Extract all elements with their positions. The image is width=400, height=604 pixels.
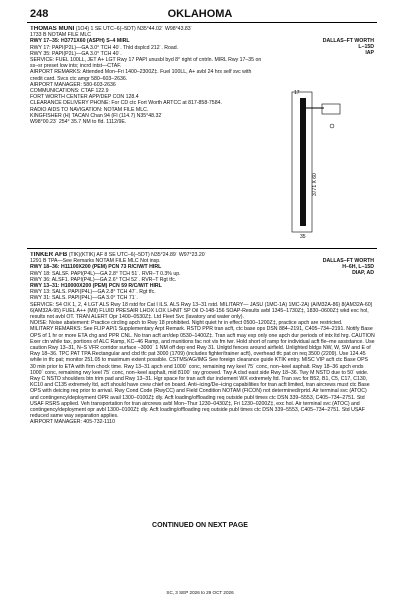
tinker-rwy-36: RWY 36: ALSF1. PAPI(P4L)—GA 2.6° TCH 52´. RVR–T Rgt tfc.	[30, 276, 177, 283]
tinker-ident-coords: (TIK)(KTIK) AF 8 SE UTC–6(–5DT) N35°24.89´ W97°23.20´	[68, 252, 207, 258]
tinker-rwy-13: RWY 13: SALS. PAPI(P4L)—GA 2.8° TCH 47´. Rgt tfc.	[30, 289, 156, 296]
thomas-airport-name: THOMAS MUNI	[30, 26, 75, 32]
page-number: 248	[30, 8, 49, 20]
thomas-radio-aids: RADIO AIDS TO NAVIGATION: NOTAM FILE MLC.	[30, 106, 149, 113]
thomas-elev-notam: 1733 B NOTAM FILE MLC	[30, 32, 92, 39]
thomas-app-dep: FORT WORTH CENTER APP/DEP CON 128.4	[30, 94, 139, 101]
diagram-beacon-icon	[330, 124, 334, 128]
diagram-runway-17-35	[300, 98, 306, 226]
thomas-clearance: CLEARANCE DELIVERY PHONE: For CD ctc Fort Worth ARTCC at 817-858-7584.	[30, 100, 222, 107]
thomas-comm: COMMUNICATIONS: CTAF 122.9	[30, 88, 109, 95]
thomas-rwy-17-35: RWY 17–35: H3771X60 (ASPH) S–4 MIRL	[30, 38, 130, 45]
tinker-manager: AIRPORT MANAGER: 405-732-1110	[30, 419, 115, 426]
continued-notice: CONTINUED ON NEXT PAGE	[152, 522, 248, 529]
state-title: OKLAHOMA	[167, 8, 233, 20]
tinker-region: DALLAS–FT WORTH	[322, 258, 374, 264]
diagram-end-17: 17	[294, 90, 300, 96]
tinker-service: SERVICE: S4 OX 1, 2, 4 LGT ALS Rwy 18 rstd for Cat I ILS. ALS Rwy 13–31 rstd. MILITARY— JASU (1MC-1A) 1MC-2A) (A/M32A-86) 8(AM32A-60) 6(AM32A-95) FUEL A++ (MIl) FLUID PRESAIR LHOX LOX LHNIT SP Oil O-148-156 SOAP-Results avbl 1345–1730Z‡, 1830–0600Z‡ wkd exc hol, results not avbl OT. TRAN ALERT Opr 1400–0530Z‡. Ltd Fleet Svc (lavatory and water only).	[30, 301, 373, 321]
thomas-tacan-1: KINGFISHER (H) TACAN Chan 94 (FI (114.7) N35°48.32´	[30, 112, 163, 119]
thomas-manager: AIRPORT MANAGER: 580-603-2636	[30, 81, 116, 88]
tinker-military-remarks: MILITARY REMARKS: See FLIP AP/1 Supplementary Arpt Remark. RSTD PPR tran acft, ctc base ops DSN 884–2191, C405–734–2191. Notify Base OPS of 1 hr or more ETA chg and PPR CNL. No tran acft arr/dep 0530–1400Z‡. Tran acft may exp only one apch dur periods of intx ltd hrg. CAUTION Exer ctn while tax, portions of ALC Ramp, KC–46 Ramp, and munitions fac not vis fm twr. Hold short of ramp for individual acft fle–me assistance. Use caution Rwy 13–31, N–S VFR corridor surface –3000´ 1 NM off dep end Rwy 31. Unlgtd fences around airfield. Unlighted bldgs NW, W, SW and E of Rwy 18–36. TPC PAT TPA Rectangular and cbd tfc pat 3000 (1709) (includes fighter/trainer acft), overhead tfc pat on req 3500 (2209). Use 124.45 while in tfc pat; monitor 251.05 to maximum extent possible. CSTMS/AG/IMG See foreign clearance guide KTIK entry. MISC VIP acft ctc Base OPS 30 min prior to ETA with firm chock time. Rwy 13–31 apch end 1000´ conc, remaining rwy keel 75´ conc, non–keel asphalt. Rwy 18–36 apch ends 1000´ conc, remaining rwy keel 75´ conc, non–keel asphalt, mid 8100´ ray grooved. Twy A clsd east side Rwy 18–36. Twy M NSTD due to 50´ wide. Rwy C NSTD shoulders btn trim pad and Rwy 13–31. Hgr space for tran acft dur inclement WX extremely ltd. Tran svc for B52, B1, C5, C17, C130, KC10 and C135 extremely ltd, acft should have crew chief on board. Anti–icing/De–icing capabilities for tran acft limited, tran aircrews must ctc Base OPS with deicing req prior to arrival. Rwy Cond Code (RwyCC) and Field Condition NOTAM (FICON) not determined/rprtd. Air terminal svc (ATOC) and contingency/deployment OPR avail 1300–0100Z‡ dly. Acft loading/offloading req outside publ times ctc DSN 339–5553, C405–734–2751. Std USAF RSRS applied. Veh transportation for tran aircrews avbl Mon–Thur 1230–0430Z‡, Fri 1230–0200Z‡, exc hol. Air terminal svc (ATOC) and contingency/deployment opr avbl 1300–0100Z‡ dly. Acft loading/offloading req outside publ times ctc DSN 339–5553, C405–734–2751. Std USAF reduced same way separation applies.	[30, 326, 375, 420]
diagram-runway-length: 3771 X 60	[312, 173, 318, 196]
thomas-airport-diagram	[262, 86, 372, 244]
thomas-service: SERVICE: FUEL 100LL, JET A+ LGT Rwy 17 PAPI unusbl byd 8° right of cntrln. MIRL Rwy 17–35 on ss–sr preset low ints; incrd intst—CTAF.	[30, 57, 262, 70]
thomas-rwy-35: RWY 35: PAPI(P2L)—GA 3.0° TCH 40´.	[30, 50, 122, 57]
tinker-chart-1: H–6H, L–15D	[342, 264, 374, 271]
thomas-region: DALLAS–FT WORTH	[322, 38, 374, 44]
thomas-tacan-2: W98°00.23´ 254° 35.7 NM to fld. 1112/9E.	[30, 119, 127, 126]
thomas-chart-1: L–15D	[358, 44, 374, 51]
tinker-elev-notam: 1291 B TPA—See Remarks NOTAM FILE MLC Not insp.	[30, 258, 161, 265]
thomas-remarks: AIRPORT REMARKS: Attended Mon–Fri 1400–2300Z‡. Fuel 100LL, A+ avbl 24 hrs self svc with credit card. Svcs ctc amgr 580–603–2636.	[30, 69, 252, 82]
thomas-rwy-17: RWY 17: PAPI(P2L)—GA 3.0° TCH 40´. Thld dsplcd 212´. Road.	[30, 44, 179, 51]
tinker-rwy-18: RWY 18: SALSF. PAPI(P4L)—GA 2.8° TCH 51´. RVR–T 0.3% up.	[30, 270, 181, 277]
tinker-rwy-18-36: RWY 18–36: H11100X200 (PEM) PCN 73 R/C/W/T HIRL	[30, 264, 162, 271]
tinker-entry	[30, 252, 375, 426]
diagram-end-35: 35	[300, 234, 306, 240]
thomas-chart-2: IAP	[365, 50, 374, 57]
thomas-ident-coords: (1O4) 1 SE UTC–6(–5DT) N35°44.02´ W98°43.83´	[75, 26, 193, 32]
diagram-apron	[322, 104, 340, 114]
tinker-region-tags	[323, 258, 374, 277]
entry-divider	[27, 248, 377, 249]
tinker-noise: NOISE: Noise abatement: Practice circling apch to Rwy 18 prohibited. Night quiet hr in effect 0500–1200Z‡, practice apch are restricted.	[30, 320, 343, 327]
effective-dates: SC, 3 SEP 2026 to 29 OCT 2026	[166, 590, 234, 595]
thomas-region-tags	[323, 38, 374, 57]
page-header	[0, 0, 400, 22]
tinker-rwy-13-31: RWY 13–31: H10000X200 (PEM) PCN 59 R/C/W/T HIRL	[30, 283, 162, 290]
tinker-airport-name: TINKER AFB	[30, 252, 68, 258]
tinker-rwy-31: RWY 31: SALS. PAPI(P4L)—GA 3.0° TCH 71´.	[30, 295, 138, 302]
header-divider	[27, 22, 377, 23]
tinker-chart-2: DIAP, AD	[352, 270, 374, 277]
